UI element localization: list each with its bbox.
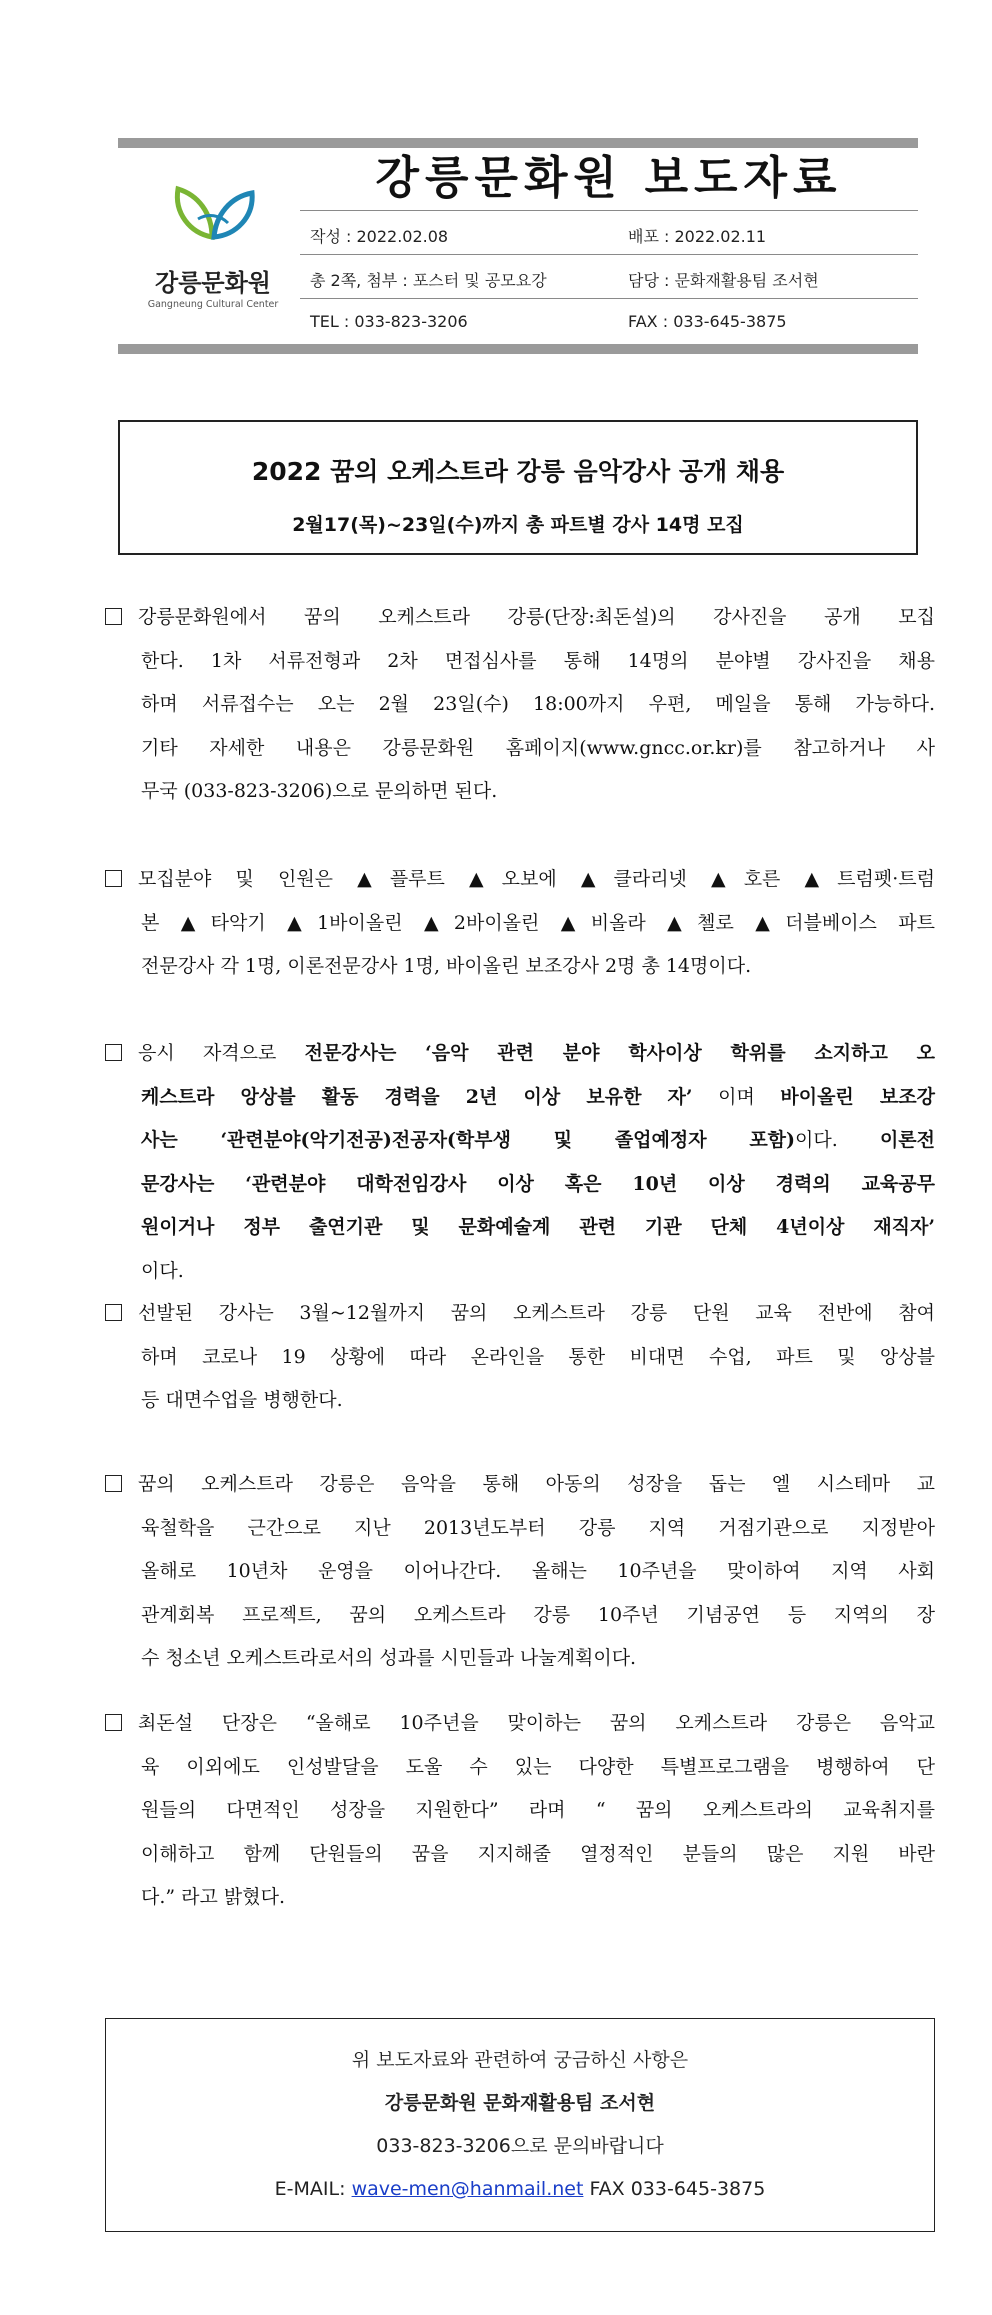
page-count: 총 2쪽, 첨부 : 포스터 및 공모요강 — [310, 271, 547, 290]
paragraph-line: 하며 코로나 19 상황에 따라 온라인을 통한 비대면 수업, 파트 및 앙상블 — [141, 1345, 935, 1368]
logo — [128, 175, 298, 320]
paragraph-line: 육 이외에도 인성발달을 도울 수 있는 다양한 특별프로그램을 병행하여 단 — [141, 1755, 935, 1778]
paragraph-line: 다.” 라고 밝혔다. — [141, 1886, 285, 1908]
contact-team: 강릉문화원 문화재활용팀 조서현 — [384, 2092, 656, 2114]
paragraph-line: 하며 서류접수는 오는 2월 23일(수) 18:00까지 우편, 메일을 통해 가능하다. — [141, 693, 935, 715]
headline-subtitle: 2월17(목)~23일(수)까지 총 파트별 강사 14명 모집 — [292, 514, 744, 536]
checkbox-bullet-icon — [105, 1044, 122, 1061]
paragraph-fields — [105, 858, 935, 989]
header-divider — [300, 298, 918, 299]
header-bottom-bar — [118, 344, 918, 354]
paragraph-line: 이다. — [141, 1259, 184, 1282]
email-label: E-MAIL: — [274, 2178, 352, 2200]
headline-title: 2022 꿈의 오케스트라 강릉 음악강사 공개 채용 — [251, 457, 785, 486]
contact-person: 담당 : 문화재활용팀 조서현 — [628, 271, 819, 290]
checkbox-bullet-icon — [105, 1475, 122, 1492]
checkbox-bullet-icon — [105, 1304, 122, 1321]
paragraph-line: 본 ▲타악기 ▲1바이올린 ▲2바이올린 ▲비올라 ▲첼로 ▲더블베이스 파트 — [141, 911, 935, 934]
paragraph-background — [105, 1463, 935, 1681]
paragraph-line: 선발된 강사는 3월~12월까지 꿈의 오케스트라 강릉 단원 교육 전반에 참여 — [105, 1292, 935, 1336]
written-date: 작성 : 2022.02.08 — [310, 227, 449, 246]
distribution-date: 배포 : 2022.02.11 — [628, 227, 767, 246]
logo-leaf-icon — [168, 175, 258, 257]
paragraph-quote — [105, 1702, 935, 1920]
email-link[interactable]: wave-men@hanmail.net — [351, 2178, 584, 2200]
paragraph-line: 수 청소년 오케스트라로서의 성과를 시민들과 나눌계획이다. — [141, 1647, 637, 1669]
header-top-bar — [118, 138, 918, 148]
checkbox-bullet-icon — [105, 1714, 122, 1731]
paragraph-line: 꿈의 오케스트라 강릉은 음악을 통해 아동의 성장을 돕는 엘 시스테마 교 — [105, 1463, 935, 1507]
paragraph-line: 모집분야 및 인원은 ▲플루트 ▲오보에 ▲클라리넷 ▲호른 ▲트럼펫·트럼 — [105, 858, 935, 902]
contact-email-row — [106, 2168, 934, 2211]
header-divider — [300, 254, 918, 255]
checkbox-bullet-icon — [105, 870, 122, 887]
header-row-dates — [300, 212, 918, 256]
contact-intro: 위 보도자료와 관련하여 궁금하신 사항은 — [351, 2049, 689, 2071]
tel-number: TEL : 033-823-3206 — [310, 312, 468, 331]
paragraph-line: 문강사는 ‘관련분야 대학전임강사 이상 혹은 10년 이상 경력의 교육공무 — [141, 1172, 935, 1195]
logo-subtitle: Gangneung Cultural Center — [147, 299, 279, 310]
contact-fax: FAX 033-645-3875 — [583, 2178, 766, 2200]
paragraph-line: 최돈설 단장은 “올해로 10주년을 맞이하는 꿈의 오케스트라 강릉은 음악교 — [105, 1702, 935, 1746]
paragraph-line: 원이거나 정부 출연기관 및 문화예술계 관련 기관 단체 4년이상 재직자’ — [141, 1216, 935, 1238]
paragraph-line: 기타 자세한 내용은 강릉문화원 홈페이지(www.gncc.or.kr)를 참고하거나 사 — [141, 736, 935, 759]
header-row-info — [300, 256, 918, 300]
paragraph-line: 올해로 10년차 운영을 이어나간다. 올해는 10주년을 맞이하여 지역 사회 — [141, 1560, 935, 1582]
paragraph-line: 사는 ‘관련분야(악기전공)전공자(학부생 및 졸업예정자 포함)이다. 이론전 — [141, 1129, 936, 1151]
paragraph-line: 등 대면수업을 병행한다. — [141, 1389, 343, 1411]
paragraph-line: 무국 (033-823-3206)으로 문의하면 된다. — [141, 780, 498, 802]
paragraph-line: 원들의 다면적인 성장을 지원한다” 라며 “ 꿈의 오케스트라의 교육취지를 — [141, 1799, 935, 1821]
checkbox-bullet-icon — [105, 608, 122, 625]
paragraph-line: 강릉문화원에서 꿈의 오케스트라 강릉(단장:최돈설)의 강사진을 공개 모집 — [105, 596, 935, 640]
contact-box — [105, 2018, 935, 2232]
headline-box — [118, 420, 918, 555]
paragraph-schedule — [105, 1292, 935, 1423]
logo-name: 강릉문화원 — [155, 269, 271, 297]
contact-phone: 033-823-3206으로 문의바랍니다 — [376, 2135, 664, 2157]
paragraph-line: 응시 자격으로 전문강사는 ‘음악 관련 분야 학사이상 학위를 소지하고 오 — [105, 1032, 935, 1076]
header-divider — [300, 210, 918, 211]
page-title: 강릉문화원 보도자료 — [375, 151, 843, 204]
header-row-phone — [300, 300, 918, 344]
paragraph-line: 이해하고 함께 단원들의 꿈을 지지해줄 열정적인 분들의 많은 지원 바란 — [141, 1842, 935, 1865]
paragraph-line: 전문강사 각 1명, 이론전문강사 1명, 바이올린 보조강사 2명 총 14명이다. — [141, 955, 752, 977]
fax-number: FAX : 033-645-3875 — [628, 312, 787, 331]
paragraph-line: 케스트라 앙상블 활동 경력을 2년 이상 보유한 자’ 이며 바이올린 보조강 — [141, 1085, 935, 1108]
paragraph-line: 한다. 1차 서류전형과 2차 면접심사를 통해 14명의 분야별 강사진을 채용 — [141, 649, 935, 672]
paragraph-recruitment — [105, 596, 935, 814]
paragraph-qualifications — [105, 1032, 935, 1293]
paragraph-line: 육철학을 근간으로 지난 2013년도부터 강릉 지역 거점기관으로 지정받아 — [141, 1516, 935, 1539]
paragraph-line: 관계회복 프로젝트, 꿈의 오케스트라 강릉 10주년 기념공연 등 지역의 장 — [141, 1603, 935, 1626]
